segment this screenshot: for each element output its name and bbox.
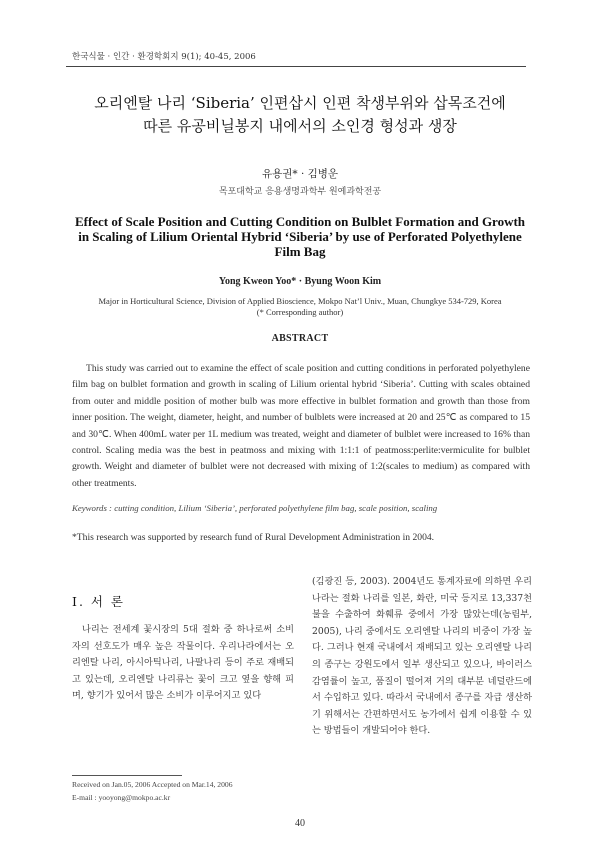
section-heading-introduction: Ⅰ. 서 론 [72,594,126,609]
affiliation-text: Major in Horticultural Science, Division of Applied Bioscience, Mokpo Nat’l Univ., Muan, Chungkye 534-729, Korea [98,296,502,306]
email-note: E-mail : yooyong@mokpo.ac.kr [72,793,171,802]
english-affiliation [70,296,530,318]
korean-title-line-1: 오리엔탈 나리 ‘Siberia’ 인편삽시 인편 착생부위와 삽목조건에 [94,94,506,112]
english-authors: Yong Kweon Yoo* · Byung Woon Kim [218,276,382,287]
english-title: Effect of Scale Position and Cutting Condition on Bulblet Formation and Growth in Scaling of Lilium Oriental Hybrid ‘Siberia’ by use of Perforated Polyethylene Film Bag [74,214,526,259]
body-right-column: (김광진 등, 2003). 2004년도 통계자료에 의하면 우리나라는 절화 나리를 일본, 화란, 미국 등지로 13,337천불을 수출하여 화훼류 중에서 가장 많았는데(농림부, 2005), 나리 중에서도 오리엔탈 나리의 비중이 가장 높다. 그러나 현재 국내에서 재배되고 있는 오리엔탈 나리의 종구는 강원도에서 일부 생산되고 있으나, 바이러스 감염률이 높고, 품질이 떨어져 거의 대부분 네덜란드에서 수입하고 있다. 따라서 국내에서 종구를 자급 생산하기 위해서는 간편하면서도 농가에서 쉽게 이용할 수 있는 방법들이 개발되어야 한다. [312,576,532,737]
korean-authors: 유용권* · 김병운 [261,168,339,180]
header-divider [66,66,526,67]
body-left-column: 나리는 전세계 꽃시장의 5대 절화 중 하나로써 소비자의 선호도가 매우 높은 작물이다. 우리나라에서는 오리엔탈 나리, 아시아틱나리, 나팔나리 등이 주로 재배되고 있는데, 오리엔탈 나리류는 꽃이 크고 옆을 향해 피며, 향기가 있어서 많은 소비가 이루어지고 있다 [72,624,294,702]
received-date-note: Received on Jan.05, 2006 Accepted on Mar.14, 2006 [72,780,233,789]
journal-reference: 한국식물 · 인간 · 환경학회지 9(1); 40-45, 2006 [72,52,256,62]
korean-title-line-2: 따른 유공비닐봉지 내에서의 소인경 형성과 생장 [143,117,457,135]
korean-title [60,92,540,138]
funding-note: *This research was supported by research fund of Rural Development Administration in 2004. [72,532,435,543]
page-number: 40 [295,818,305,829]
abstract-body: This study was carried out to examine the effect of scale position and cutting conditions in perforated polyethylene film bag on bulblet formation and growth in scaling of Lilium oriental hybrid ‘Siberia’. Cutting with scales obtained from outer and middle position of mother bulb was more effective in bulblet formation and growth than those from inner position. The weight, diameter, height, and number of bulblets were increased at 20 and 25℃ as compared to 15 and 30℃. When 400mL water per 1L medium was treated, weight and diameter of bulblet were increased to 16% than control. Scaling media was the best in peatmoss and mixing with 1:1:1 of peatmoss:perlite:vermiculite for bulblet growth. Weight and diameter of bulblet were not decreased with mixing of 1:2(scales to medium) as compared with other treatments. [72,363,530,489]
footnote-divider [72,775,182,776]
korean-affiliation: 목포대학교 응용생명과학부 원예과학전공 [218,187,382,197]
abstract-heading: ABSTRACT [271,333,329,344]
corresponding-author-note: (* Corresponding author) [256,307,344,317]
keywords: Keywords : cutting condition, Lilium ‘Siberia’, perforated polyethylene film bag, scale position, scaling [72,503,438,513]
